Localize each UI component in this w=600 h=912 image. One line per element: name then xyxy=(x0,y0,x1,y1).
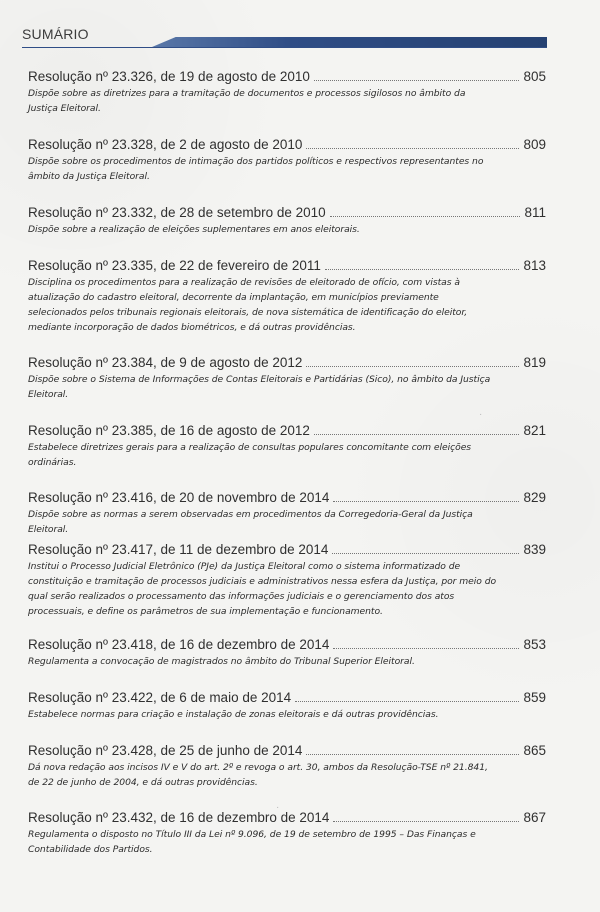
toc-entry-page-number: 819 xyxy=(523,355,546,370)
toc-entry-title: Resolução nº 23.432, de 16 de dezembro de 2014 xyxy=(28,810,330,825)
toc-entry-23416 xyxy=(28,490,546,537)
toc-entry-23326 xyxy=(28,69,546,116)
leader-dots xyxy=(333,821,519,822)
toc-entry-title: Resolução nº 23.385, de 16 de agosto de 2012 xyxy=(28,423,310,438)
toc-entry-23428 xyxy=(28,743,546,790)
toc-entry-title: Resolução nº 23.417, de 11 de dezembro de 2014 xyxy=(28,542,329,557)
leader-dots xyxy=(325,269,520,270)
toc-entry-23422 xyxy=(28,690,546,722)
leader-dots xyxy=(306,148,519,149)
toc-entry-description: Regulamenta a convocação de magistrados no âmbito do Tribunal Superior Eleitoral. xyxy=(28,656,415,667)
leader-dots xyxy=(314,80,520,81)
toc-entry-23332 xyxy=(28,205,546,237)
paper-speck-1: · xyxy=(479,409,483,420)
toc-entry-23417 xyxy=(28,542,546,619)
header-rule xyxy=(22,47,547,48)
toc-entry-title: Resolução nº 23.428, de 25 de junho de 2014 xyxy=(28,743,303,758)
toc-entry-page-number: 829 xyxy=(523,490,546,505)
toc-entry-line xyxy=(28,490,546,505)
toc-entry-title: Resolução nº 23.422, de 6 de maio de 2014 xyxy=(28,690,292,705)
toc-entry-23432 xyxy=(28,810,546,857)
leader-dots xyxy=(295,701,519,702)
leader-dots xyxy=(332,553,519,554)
toc-entry-page-number: 809 xyxy=(523,137,546,152)
toc-entry-23328 xyxy=(28,137,546,184)
summary-header xyxy=(22,22,547,50)
toc-entry-description: Estabelece diretrizes gerais para a realização de consultas populares concomitante com eleições ordinárias. xyxy=(28,442,472,468)
leader-dots xyxy=(314,434,520,435)
toc-entry-23418 xyxy=(28,637,546,669)
toc-entry-title: Resolução nº 23.418, de 16 de dezembro de 2014 xyxy=(28,637,330,652)
toc-entry-line xyxy=(28,810,546,825)
toc-entry-description: Dispõe sobre as diretrizes para a tramitação de documentos e processos sigilosos no âmbito da Justiça Eleitoral. xyxy=(28,88,466,114)
toc-entry-line xyxy=(28,637,546,652)
toc-entry-line xyxy=(28,423,546,438)
toc-entry-description: Disciplina os procedimentos para a realização de revisões de eleitorado de ofício, com vistas à atualização do cadastro eleitoral, decorrente da implantação, em municípios previamente selecionados pelos tribunais regionais eleitorais, de nova sistemática de identificação do eleitor, mediante incorporação de dados biométricos, e dá outras providências. xyxy=(28,277,468,333)
toc-entry-line xyxy=(28,137,546,152)
leader-dots xyxy=(306,366,519,367)
toc-entry-description: Dispõe sobre os procedimentos de intimação dos partidos políticos e respectivos representantes no âmbito da Justiça Eleitoral. xyxy=(28,156,484,182)
toc-entry-23385 xyxy=(28,423,546,470)
toc-entry-23335 xyxy=(28,258,546,335)
toc-entry-23384 xyxy=(28,355,546,402)
toc-entry-description: Regulamenta o disposto no Título III da Lei nº 9.096, de 19 de setembro de 1995 – Das Finanças e Contabilidade dos Partidos. xyxy=(28,829,476,855)
toc-entry-description: Institui o Processo Judicial Eletrônico (PJe) da Justiça Eleitoral como o sistema informatizado de constituição e tramitação de processos judiciais e administrativos nessa esfera da Justiça, por meio do qual serão realizados o processamento das informações judiciais e o gerenciamento dos atos processuais, e define os parâmetros de sua implementação e funcionamento. xyxy=(28,561,497,617)
toc-entry-description: Dispõe sobre as normas a serem observadas em procedimentos da Corregedoria-Geral da Justiça Eleitoral. xyxy=(28,509,473,535)
toc-entry-line xyxy=(28,743,546,758)
toc-entry-title: Resolução nº 23.328, de 2 de agosto de 2010 xyxy=(28,137,303,152)
header-accent-bar xyxy=(152,37,547,47)
toc-entry-page-number: 813 xyxy=(523,258,546,273)
toc-entry-title: Resolução nº 23.335, de 22 de fevereiro de 2011 xyxy=(28,258,321,273)
toc-entry-page-number: 867 xyxy=(523,810,546,825)
summary-title: SUMÁRIO xyxy=(22,26,89,42)
toc-entry-description: Dispõe sobre a realização de eleições suplementares em anos eleitorais. xyxy=(28,224,360,235)
toc-entry-line xyxy=(28,355,546,370)
toc-entry-title: Resolução nº 23.332, de 28 de setembro de 2010 xyxy=(28,205,326,220)
toc-entry-title: Resolução nº 23.384, de 9 de agosto de 2012 xyxy=(28,355,303,370)
toc-entry-page-number: 859 xyxy=(523,690,546,705)
paper-speck-2: · xyxy=(276,802,280,813)
toc-entry-title: Resolução nº 23.416, de 20 de novembro de 2014 xyxy=(28,490,330,505)
toc-entry-description: Dá nova redação aos incisos IV e V do art. 2º e revoga o art. 30, ambos da Resolução-TSE nº 21.841, de 22 de junho de 2004, e dá outras providências. xyxy=(28,762,488,788)
toc-entry-line xyxy=(28,69,546,84)
toc-entry-line xyxy=(28,258,546,273)
toc-entry-page-number: 853 xyxy=(523,637,546,652)
toc-entry-page-number: 811 xyxy=(524,205,546,220)
toc-entry-page-number: 865 xyxy=(523,743,546,758)
toc-entry-description: Dispõe sobre o Sistema de Informações de Contas Eleitorais e Partidárias (Sico), no âmbito da Justiça Eleitoral. xyxy=(28,374,491,400)
leader-dots xyxy=(330,216,521,217)
leader-dots xyxy=(333,501,519,502)
leader-dots xyxy=(333,648,519,649)
toc-entry-title: Resolução nº 23.326, de 19 de agosto de 2010 xyxy=(28,69,310,84)
toc-entry-line xyxy=(28,205,546,220)
leader-dots xyxy=(306,754,519,755)
toc-entry-page-number: 839 xyxy=(523,542,546,557)
toc-entry-page-number: 821 xyxy=(523,423,546,438)
toc-entry-page-number: 805 xyxy=(523,69,546,84)
toc-entry-description: Estabelece normas para criação e instalação de zonas eleitorais e dá outras providências. xyxy=(28,709,439,720)
toc-entry-line xyxy=(28,690,546,705)
toc-entry-line xyxy=(28,542,546,557)
